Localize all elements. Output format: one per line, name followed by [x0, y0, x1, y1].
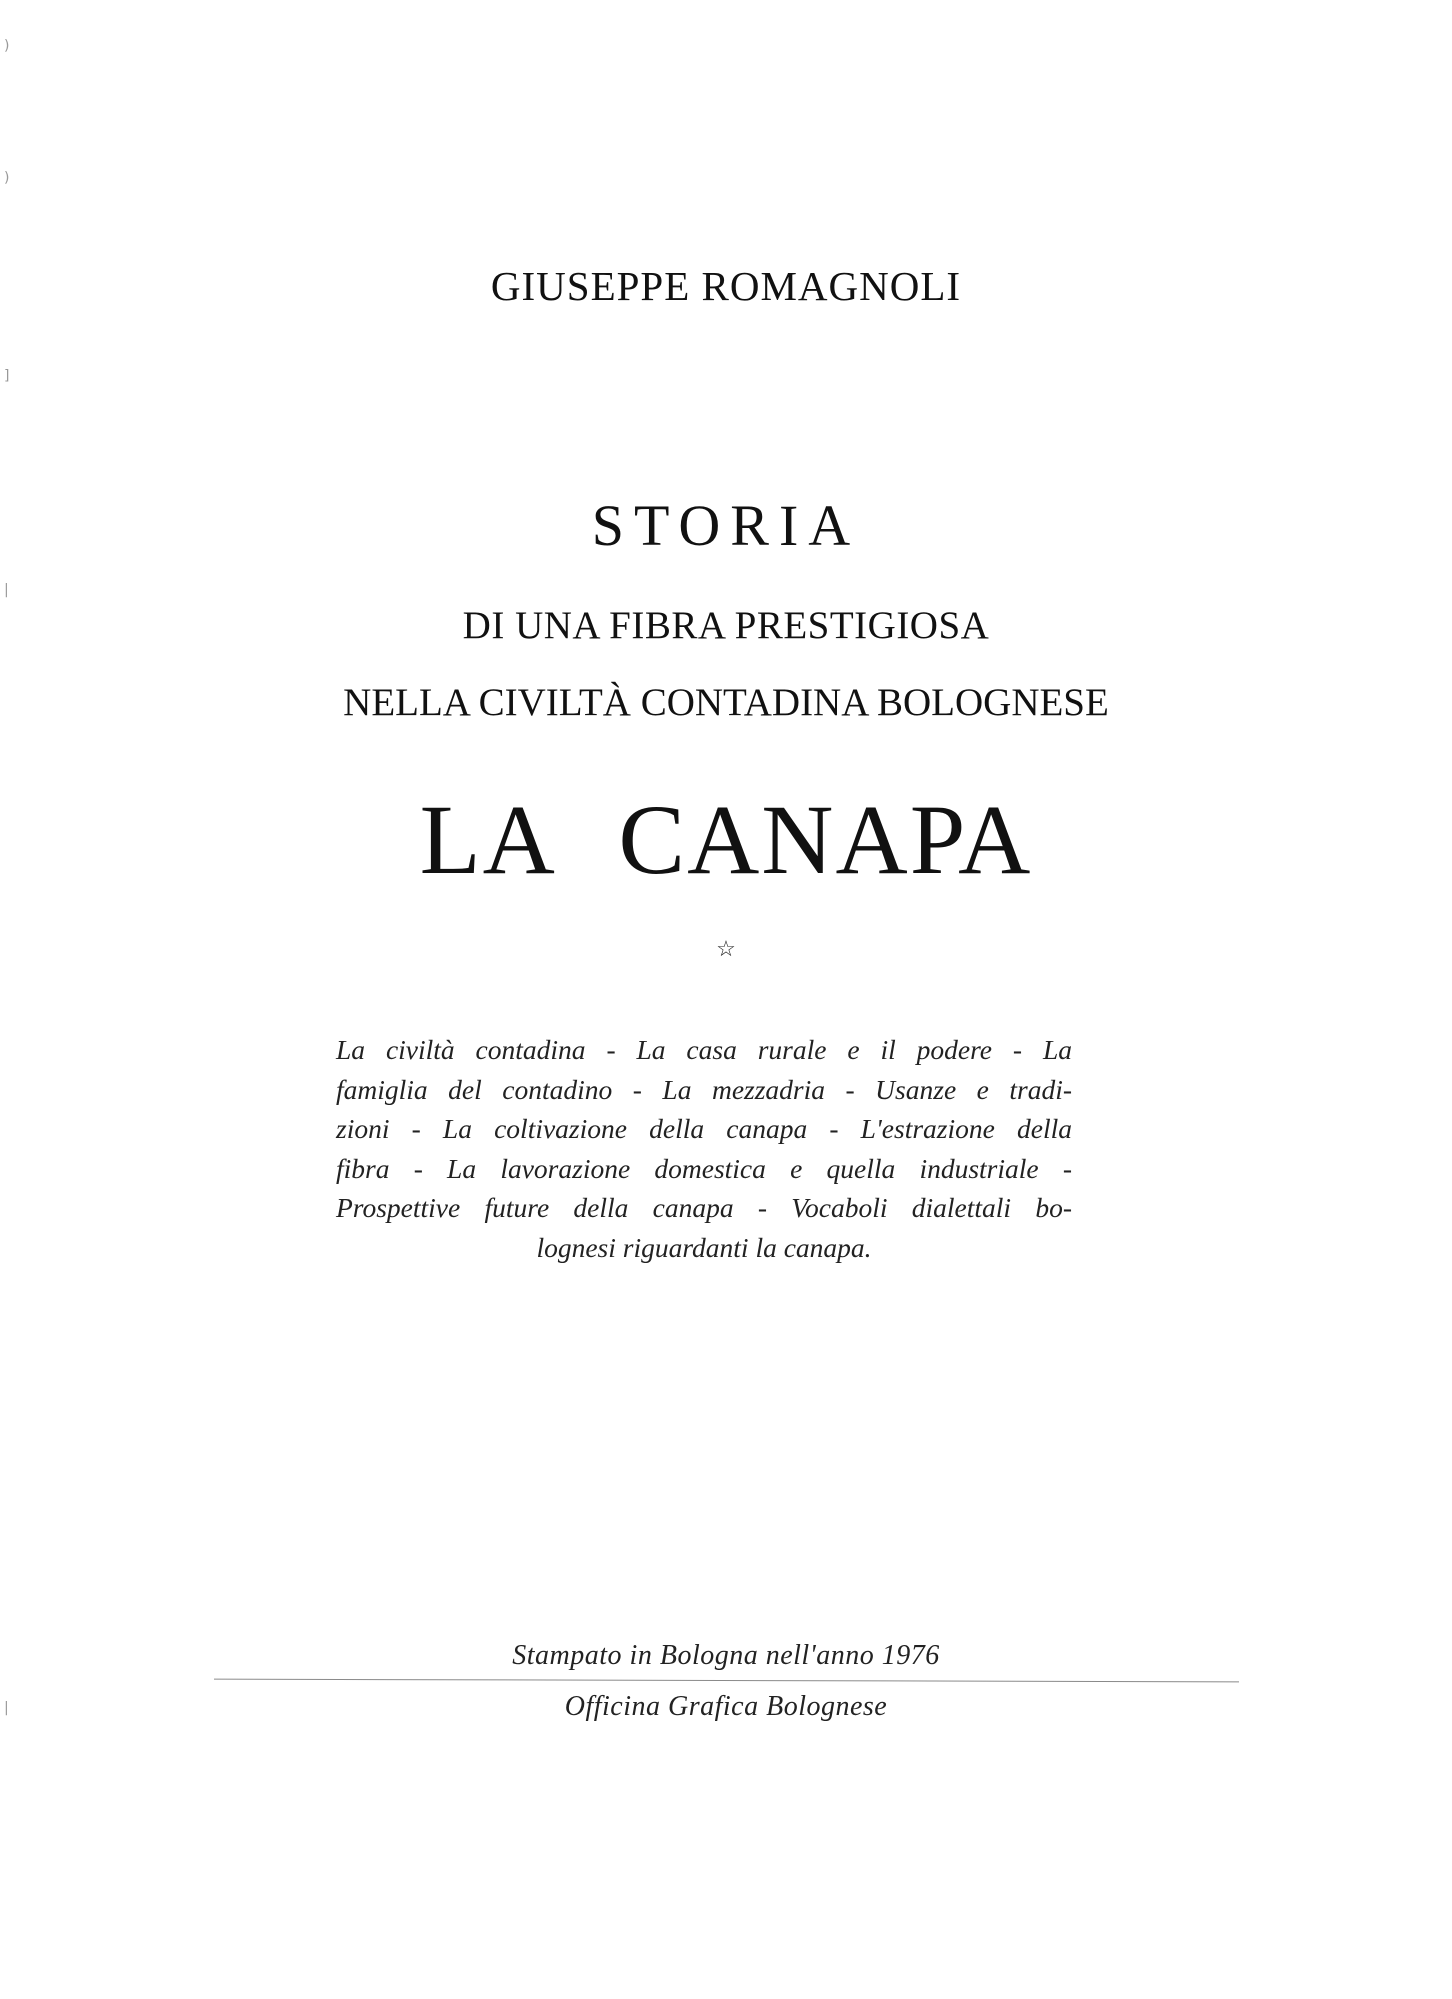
contents-line: lognesi riguardanti la canapa. — [536, 1231, 872, 1263]
scan-edge-mark: | — [4, 582, 9, 598]
imprint-divider — [214, 1679, 1239, 1683]
scan-edge-mark: ) — [4, 38, 10, 54]
scan-edge-mark: | — [4, 1700, 9, 1716]
contents-line: Prospettive future della canapa - Vocaboli dialettali bo- — [336, 1192, 1072, 1223]
main-title: LA CANAPA — [419, 784, 1033, 895]
imprint-printer: Officina Grafica Bolognese — [564, 1691, 888, 1722]
subtitle-line-2: NELLA CIVILTÀ CONTADINA BOLOGNESE — [343, 681, 1109, 724]
contents-line: zioni - La coltivazione della canapa - L'estrazione della — [336, 1113, 1072, 1144]
contents-summary — [336, 1030, 1072, 1267]
star-outline-icon: ☆ — [716, 936, 736, 961]
scan-edge-mark: ) — [4, 170, 10, 186]
contents-line: famiglia del contadino - La mezzadria - Usanze e tradi- — [336, 1073, 1072, 1105]
author-name: GIUSEPPE ROMAGNOLI — [490, 263, 962, 309]
imprint-printed: Stampato in Bologna nell'anno 1976 — [512, 1640, 940, 1671]
contents-line: fibra - La lavorazione domestica e quella industriale - — [336, 1152, 1072, 1184]
scan-edge-mark: ] — [4, 368, 10, 384]
title-storia: STORIA — [591, 493, 861, 558]
subtitle-line-1: DI UNA FIBRA PRESTIGIOSA — [462, 604, 990, 647]
contents-line: La civiltà contadina - La casa rurale e il podere - La — [336, 1034, 1072, 1065]
